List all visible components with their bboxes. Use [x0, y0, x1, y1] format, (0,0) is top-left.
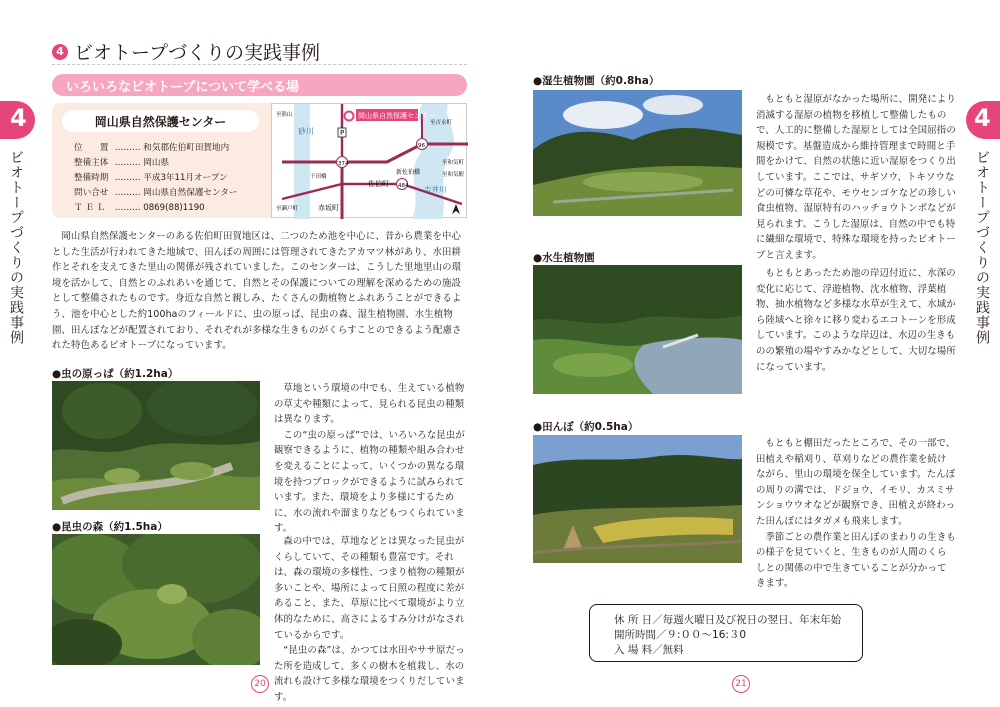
text-shissei: もともと湿原がなかった場所に、開発により消滅する湿原の植物を移植して整備したもので、人工的に整備した湿原としては全国屈指の規模です。基盤造成から維持管理まで時間と手間をかけて、自然の状態に近い湿原をつくり出しています。ここでは、サギソウ、トキソウなどの可憐な草花や、モウセンゴケなどの珍しい食虫植物、湿原特有のハッチョウトンボなどが見られます。こうした湿原は、自然の中でも特に繊細な環境で、特殊な環境を持ったビオトープと言えます。 — [756, 94, 956, 261]
info-row-owner: 整備主体 ……… 岡山県 — [74, 158, 170, 168]
photo-shissei — [533, 90, 742, 216]
svg-text:至熊山: 至熊山 — [276, 112, 293, 118]
hours-open: 開所時間／９:００〜16:３0 — [614, 629, 747, 641]
heading-rule — [52, 64, 467, 65]
svg-text:新佐伯橋: 新佐伯橋 — [396, 169, 421, 176]
svg-text:岡山県自然保護センター: 岡山県自然保護センター — [358, 112, 435, 120]
page-number-left: 20 — [251, 675, 269, 693]
info-row-tel: Ｔ Ｅ Ｌ ……… 0869(88)1190 — [74, 203, 205, 213]
info-row-contact: 問い合せ ……… 岡山県自然保護センター — [74, 188, 238, 198]
chapter-side-label-left: ビオトープづくりの実践事例 — [8, 150, 24, 345]
svg-text:P: P — [340, 129, 345, 137]
chapter-tab-right-number: 4 — [974, 104, 991, 132]
caption-mushi: ●虫の原っぱ（約1.2ha） — [52, 368, 179, 380]
caption-tanbo: ●田んぼ（約0.5ha） — [533, 421, 639, 433]
svg-text:千田橋: 千田橋 — [310, 174, 327, 180]
chapter-number-badge: 4 — [52, 44, 68, 60]
caption-shissei: ●湿生植物園（約0.8ha） — [533, 75, 660, 87]
north-arrow-icon — [452, 204, 460, 214]
svg-text:佐伯町: 佐伯町 — [368, 180, 389, 188]
svg-text:484: 484 — [398, 183, 409, 189]
photo-konchu-mori — [52, 534, 260, 665]
hours-box — [589, 604, 863, 662]
svg-text:砂川: 砂川 — [298, 127, 314, 136]
svg-text:至和気駅: 至和気駅 — [442, 172, 465, 178]
svg-text:至吉永町: 至吉永町 — [430, 120, 453, 126]
hours-fee: 入 場 料／無料 — [614, 644, 684, 656]
svg-text:赤坂町: 赤坂町 — [318, 204, 339, 212]
info-row-date: 整備時期 ……… 平成3年11月オープン — [74, 173, 228, 183]
intro-paragraph: 岡山県自然保護センターのある佐伯町田賀地区は、二つのため池を中心に、昔から農業を中心とした生活が行われてきた地域で、田んぼの周囲には管理されてきたアカマツ林があり、水田耕作とそれを支えてきた里山の関係が残されていました。このセンターは、こうした里地里山の環境を活かして、自然とのふれあいを通じて、自然とその保護についての理解を深めるための施設として整備されたものです。身近な自然と親しみ、たくさんの動植物とふれあうことができるよう、池を中心とした約100haのフィールドに、虫の原っぱ、昆虫の森、湿生植物園、水生植物園、田んぼなどが配置されており、それぞれが多様な生きものがくらすことのできるよう配慮された特色あるビオトープになっています。 — [52, 231, 462, 352]
photo-suisei — [533, 265, 742, 394]
info-row-location: 位 置 ……… 和気郡佐伯町田賀地内 — [74, 143, 230, 153]
center-location-marker — [345, 112, 354, 121]
location-map — [271, 103, 467, 218]
section-banner — [52, 74, 467, 96]
chapter-heading — [52, 38, 320, 65]
chapter-tab-left-number: 4 — [10, 104, 27, 132]
chapter-side-label-right: ビオトープづくりの実践事例 — [974, 150, 990, 345]
svg-text:至瀬戸町: 至瀬戸町 — [276, 206, 299, 212]
section-banner-text: いろいろなビオトープについて学べる場 — [66, 79, 300, 95]
hours-closed: 休 所 日／毎週火曜日及び祝日の翌日、年末年始 — [614, 614, 842, 626]
caption-suisei: ●水生植物園 — [533, 252, 595, 264]
text-mushi: 草地という環境の中でも、生えている植物の草丈や種類によって、見られる昆虫の種類は異なります。 この“虫の原っぱ”では、いろいろな昆虫が観察できるように、植物の種類や組み合わせを変えることによって、いくつかの異なる環境を持つブロックができるように試みられています。また、環境をより多様にするために、水の流れや溜まりなどもつくられています。 — [274, 383, 465, 535]
text-tanbo: もともと棚田だったところで、その一部で、田植えや稲刈り、草刈りなどの農作業を続けながら、里山の環境を保全しています。たんぼの周りの溝では、ドジョウ、イモリ、カスミサンショウウオなどが観察でき、田植えが終わった田んぼにはタガメも飛来します。 季節ごとの農作業と田んぼのまわりの生きもの様子を見ていくと、生きものが人間のくらしとの関係の中で生きていることが分かってきます。 — [756, 438, 956, 590]
svg-text:吉井川: 吉井川 — [424, 185, 447, 194]
photo-mushi-harappa — [52, 381, 260, 510]
page-number-right: 21 — [732, 675, 750, 693]
caption-konchu: ●昆虫の森（約1.5ha） — [52, 521, 168, 533]
chapter-title: ビオトープづくりの実践事例 — [74, 42, 321, 64]
text-suisei: もともとあったため池の岸辺付近に、水深の変化に応じて、浮遊植物、沈水植物、浮葉植物、抽水植物など多様な水草が生えて、水域から陸域へと徐々に移り変わるエコトーンを形成しています。このような岸辺は、水辺の生きものの繁殖の場やすみかなどとして、大切な場所になっています。 — [756, 268, 956, 373]
center-name-badge — [62, 110, 259, 132]
photo-tanbo — [533, 435, 742, 563]
svg-text:至和気町: 至和気町 — [442, 160, 465, 166]
center-name: 岡山県自然保護センター — [94, 114, 227, 129]
svg-text:374: 374 — [338, 161, 349, 167]
text-konchu: 森の中では、草地などとは異なった昆虫がくらしていて、その種類も豊富です。それは、森の環境の多様性、つまり植物の種類が多いことや、場所によって日照の程度に差があること、また、草原に比べて環境がより立体的なために、高さによるすみ分けがなされているからです。 “昆虫の森”は、かつては水田やササ原だった所を造成して、多くの樹木を植栽し、水の流れも設けて多様な環境をつくりだしています。 — [274, 536, 465, 703]
svg-text:96: 96 — [418, 143, 425, 149]
center-info-list — [74, 141, 237, 216]
